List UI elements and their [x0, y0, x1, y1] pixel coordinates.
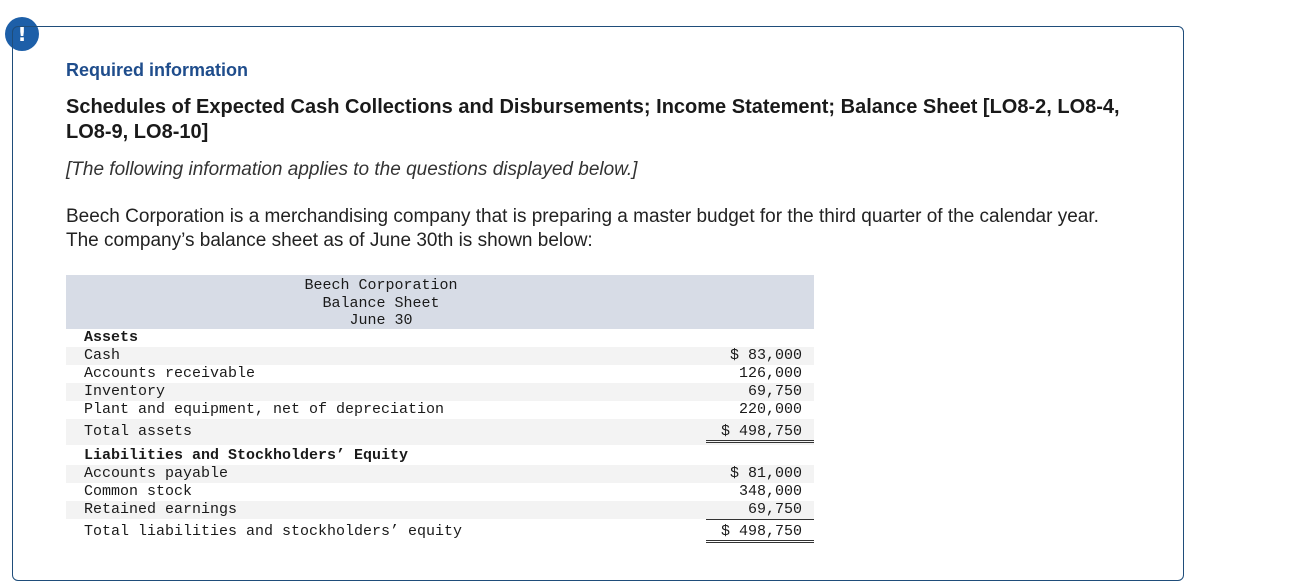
row-value: $ 83,000: [729, 347, 802, 364]
total-assets-row: [66, 419, 814, 445]
row-value: 126,000: [738, 365, 802, 382]
row-label: Common stock: [84, 483, 193, 500]
row-label: Inventory: [84, 383, 166, 400]
table-row: [66, 501, 814, 519]
subtitle: [The following information applies to the questions displayed below.]: [66, 159, 638, 180]
statement-name: Balance Sheet: [322, 294, 440, 312]
statement-date: June 30: [349, 312, 413, 329]
assets-heading: Assets: [84, 329, 139, 346]
table-row: [66, 347, 814, 365]
row-value: 69,750: [747, 383, 802, 400]
balance-sheet-table: [66, 275, 814, 545]
row-value: $ 498,750: [706, 419, 814, 443]
required-information-heading: Required information: [66, 60, 249, 80]
row-label: Accounts receivable: [84, 365, 256, 382]
row-label: Cash: [84, 347, 121, 364]
liabilities-heading-row: [66, 447, 814, 465]
row-label: Accounts payable: [84, 465, 229, 482]
table-row: [66, 365, 814, 383]
liabilities-heading: Liabilities and Stockholders’ Equity: [84, 447, 409, 464]
company-name: Beech Corporation: [304, 277, 458, 294]
row-label: Total liabilities and stockholders’ equity: [84, 523, 463, 540]
table-row: [66, 483, 814, 501]
balance-sheet-header: [66, 275, 814, 329]
row-value: 348,000: [738, 483, 802, 500]
total-liabilities-row: [66, 519, 814, 545]
table-row: [66, 465, 814, 483]
row-label: Plant and equipment, net of depreciation: [84, 401, 445, 418]
row-value: 220,000: [706, 401, 814, 420]
row-label: Total assets: [84, 423, 193, 440]
exclamation-icon: !: [5, 17, 39, 51]
row-value: 69,750: [706, 501, 814, 520]
table-row: [66, 383, 814, 401]
page-title: Schedules of Expected Cash Collections and Disbursements; Income Statement; Balance Sheet [LO8-2, LO8-4, LO8-9, LO8-10]: [66, 96, 1120, 143]
assets-heading-row: [66, 329, 814, 347]
row-value: $ 81,000: [729, 465, 802, 482]
intro-paragraph: Beech Corporation is a merchandising company that is preparing a master budget for the third quarter of the calendar year. The company’s balance sheet as of June 30th is shown below:: [66, 206, 1099, 251]
row-label: Retained earnings: [84, 501, 238, 518]
table-row: [66, 401, 814, 419]
row-value: $ 498,750: [706, 519, 814, 543]
